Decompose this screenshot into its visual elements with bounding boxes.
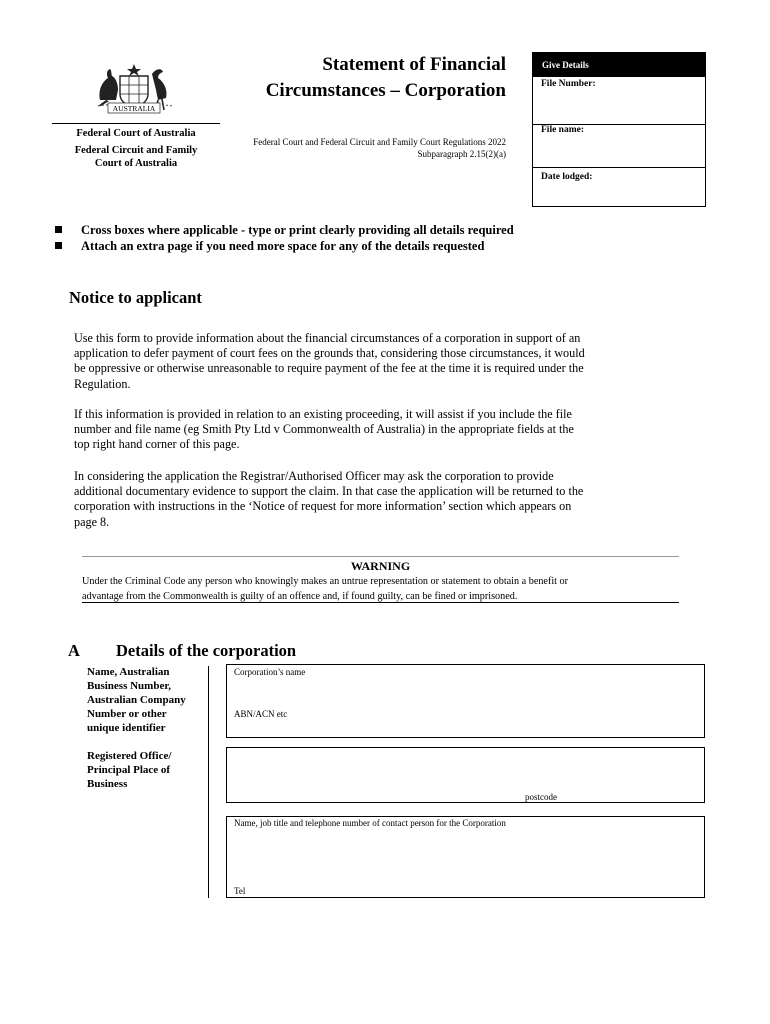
instruction-item xyxy=(55,239,484,254)
regulation-line1: Federal Court and Federal Circuit and Family Court Regulations 2022 xyxy=(253,137,506,147)
registered-office-label xyxy=(87,749,207,791)
notice-heading: Notice to applicant xyxy=(69,288,202,307)
label-line: Business Number, xyxy=(87,680,171,692)
notice-paragraph-2 xyxy=(74,407,674,453)
label-line: Business xyxy=(87,778,128,790)
file-number-label: File Number: xyxy=(541,79,596,89)
crest-divider xyxy=(52,123,220,124)
paragraph-line: application to defer payment of court fees on the grounds that, considering those circumstances, it would xyxy=(74,346,585,361)
date-lodged-label: Date lodged: xyxy=(541,172,593,182)
label-line: Principal Place of xyxy=(87,764,171,776)
bullet-square-icon xyxy=(55,226,62,233)
paragraph-line: Regulation. xyxy=(74,376,131,391)
section-letter: A xyxy=(68,641,80,660)
paragraph-line: If this information is provided in relation to an existing proceeding, it will assist if you include the file xyxy=(74,407,572,421)
warning-line: Under the Criminal Code any person who knowingly makes an untrue representation or statement to obtain a benefit or xyxy=(82,576,569,587)
notice-paragraph-3 xyxy=(74,469,674,530)
paragraph-line: page 8. xyxy=(74,514,110,529)
file-number-field[interactable] xyxy=(533,92,705,123)
paragraph-line: corporation with instructions in the ‘Notice of request for more information’ section which appears on xyxy=(74,499,572,514)
label-line: Number or other xyxy=(87,708,167,720)
paragraph-line: number and file name (eg Smith Pty Ltd v Commonwealth of Australia) in the appropriate fields at the xyxy=(74,422,574,437)
warning-text xyxy=(82,574,682,604)
paragraph-line: additional documentary evidence to support the claim. In that case the application will be returned to the xyxy=(74,484,584,499)
label-line: unique identifier xyxy=(87,722,166,734)
section-title: Details of the corporation xyxy=(116,641,297,660)
label-line: Name, Australian xyxy=(87,666,170,678)
postcode-label: postcode xyxy=(525,792,557,802)
warning-top-rule xyxy=(82,556,679,557)
warning-bottom-rule xyxy=(82,602,679,603)
paragraph-line: Use this form to provide information about the financial circumstances of a corporation in support of an xyxy=(74,331,581,345)
contact-person-field[interactable] xyxy=(226,816,705,898)
paragraph-line: top right hand corner of this page. xyxy=(74,437,240,452)
regulation-line2: Subparagraph 2.15(2)(a) xyxy=(417,149,506,159)
bullet-square-icon xyxy=(55,242,62,249)
label-line: Registered Office/ xyxy=(87,750,172,762)
details-divider xyxy=(533,167,705,168)
form-title xyxy=(232,52,506,104)
instruction-text: Cross boxes where applicable - type or print clearly providing all details required xyxy=(81,223,514,237)
file-name-label: File name: xyxy=(541,125,585,135)
abn-label: ABN/ACN etc xyxy=(234,709,288,719)
label-line: Australian Company xyxy=(87,694,186,706)
corporation-identity-label xyxy=(87,665,207,735)
corporation-name-label: Corporation’s name xyxy=(234,667,306,677)
section-side-rule xyxy=(208,666,209,898)
instruction-item xyxy=(55,223,514,238)
form-title-line2: Circumstances – Corporation xyxy=(265,80,506,101)
registered-office-field[interactable] xyxy=(226,747,705,803)
court-name-2-line1: Federal Circuit and Family xyxy=(74,145,198,156)
court-name: Federal Court of Australia xyxy=(76,128,196,139)
contact-person-label: Name, job title and telephone number of contact person for the Corporation xyxy=(234,818,506,828)
give-details-heading: Give Details xyxy=(533,53,705,77)
instruction-text: Attach an extra page if you need more space for any of the details requested xyxy=(81,239,485,253)
regulation-reference xyxy=(232,136,506,160)
date-lodged-field[interactable] xyxy=(533,185,705,205)
tel-label: Tel xyxy=(234,886,246,896)
paragraph-line: be oppressive or otherwise unreasonable to require payment of the fee at the time it is required under the xyxy=(74,361,584,376)
warning-line: advantage from the Commonwealth is guilty of an offence and, if found guilty, can be fined or imprisoned. xyxy=(82,591,518,602)
form-title-line1: Statement of Financial xyxy=(322,54,506,75)
court-name-2-line2: Court of Australia xyxy=(94,158,178,169)
file-name-field[interactable] xyxy=(533,138,705,166)
coat-of-arms-scroll-text: AUSTRALIA xyxy=(112,104,156,113)
notice-paragraph-1 xyxy=(74,331,674,392)
coat-of-arms-logo xyxy=(92,60,176,114)
paragraph-line: In considering the application the Registrar/Authorised Officer may ask the corporation to provide xyxy=(74,469,554,483)
warning-heading: WARNING xyxy=(350,559,411,573)
